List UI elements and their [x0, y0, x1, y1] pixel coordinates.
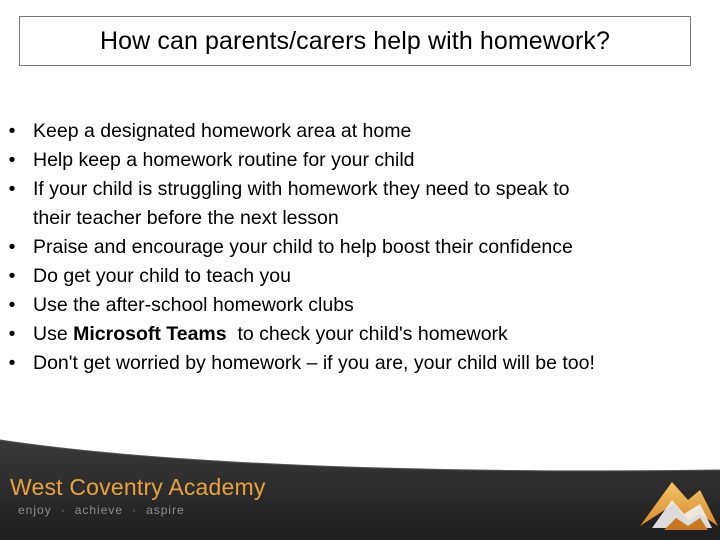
bullet-icon: • [8, 120, 16, 142]
microsoft-teams-bold: Microsoft Teams [73, 323, 227, 345]
bullet-text: Keep a designated homework area at home [33, 120, 412, 142]
bullet-icon: • [8, 236, 16, 258]
bullet-text: Praise and encourage your child to help boost their confidence [33, 236, 573, 258]
tagline-enjoy: enjoy [18, 503, 52, 517]
bullet-text-after: to check your child's homework [226, 323, 508, 345]
list-item [4, 349, 714, 378]
tagline-separator: · [60, 503, 66, 517]
bullet-icon: • [8, 149, 16, 171]
bullet-text-continued: their teacher before the next lesson [33, 207, 339, 229]
slide-title: How can parents/carers help with homework? [100, 26, 610, 55]
tagline-achieve: achieve [74, 503, 124, 517]
bullet-text: Do get your child to teach you [33, 265, 291, 287]
list-item [4, 320, 714, 349]
bullet-icon: • [8, 265, 16, 287]
bullet-list [4, 117, 714, 378]
tagline-aspire: aspire [146, 503, 185, 517]
list-item [4, 146, 714, 175]
list-item [4, 291, 714, 320]
list-item [4, 117, 714, 146]
list-item [4, 233, 714, 262]
bullet-icon: • [8, 178, 16, 200]
bullet-text: Use the after-school homework clubs [33, 294, 354, 316]
bullet-text: If your child is struggling with homework they need to speak to [33, 178, 570, 200]
bullet-text-before: Use [33, 323, 74, 345]
bullet-icon: • [8, 294, 16, 316]
list-item [4, 262, 714, 291]
bullet-text: Don't get worried by homework – if you are, your child will be too! [33, 352, 595, 374]
tagline-separator: · [132, 503, 138, 517]
bullet-text: Help keep a homework routine for your child [33, 149, 415, 171]
brand-name: West Coventry Academy [10, 474, 266, 500]
footer-banner [0, 430, 720, 540]
tagline [18, 503, 185, 517]
title-box [19, 16, 691, 66]
bullet-icon: • [8, 323, 16, 345]
bullet-icon: • [8, 352, 16, 374]
list-item [4, 175, 714, 233]
